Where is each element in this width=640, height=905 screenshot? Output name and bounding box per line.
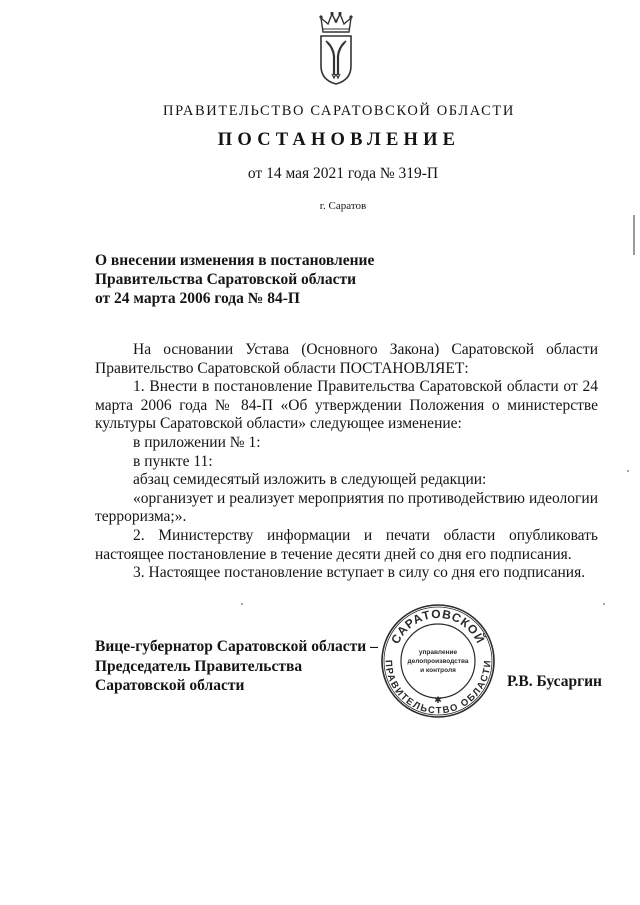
organization-name: ПРАВИТЕЛЬСТВО САРАТОВСКОЙ ОБЛАСТИ: [163, 103, 515, 119]
paragraph-appendix: в приложении № 1:: [133, 433, 261, 451]
paragraph-item-2: 2. Министерству информации и печати области опубликовать настоящее постановление в течение десяти дней со дня его подписания.: [95, 526, 598, 563]
position-line: Председатель Правительства: [95, 657, 303, 675]
document-type: ПОСТАНОВЛЕНИЕ: [217, 130, 461, 150]
signatory-position: [95, 637, 395, 696]
title-line: от 24 марта 2006 года № 84-П: [95, 290, 300, 307]
official-stamp: [380, 603, 496, 719]
document-city: г. Саратов: [319, 200, 367, 212]
coat-of-arms-emblem: [313, 10, 359, 86]
position-line: Саратовской области: [95, 677, 245, 694]
stamp-ring-top: САРАТОВСКОЙ: [388, 606, 488, 647]
position-line: Вице-губернатор Саратовской области –: [95, 638, 378, 655]
stamp-inner-line: и контроля: [420, 667, 456, 674]
paragraph-item-1: 1. Внести в постановление Правительства Саратовской области от 24 марта 2006 года № 84-П «Об утверждении Положения о министерстве культуры Саратовской области» следующее изменение:: [95, 378, 598, 433]
document-title: [95, 251, 425, 308]
signer-name: Р.В. Бусаргин: [507, 673, 602, 690]
stamp-inner-line: управление: [418, 649, 458, 656]
stamp-star-icon: ✱: [434, 696, 442, 706]
paragraph-basis: На основании Устава (Основного Закона) Саратовской области Правительство Саратовской области ПОСТАНОВЛЯЕТ:: [95, 341, 598, 377]
paragraph-item-3: 3. Настоящее постановление вступает в силу со дня его подписания.: [133, 564, 586, 582]
stamp-ring-bottom: ПРАВИТЕЛЬСТВО ОБЛАСТИ: [382, 659, 494, 717]
scan-speck: [603, 603, 605, 605]
paragraph-clause: в пункте 11:: [133, 452, 213, 470]
title-line: О внесении изменения в постановление: [95, 252, 375, 269]
document-date-number: от 14 мая 2021 года № 319-П: [247, 165, 439, 182]
document-body: [95, 341, 598, 583]
stamp-inner-line: делопроизводства: [407, 658, 469, 665]
paragraph-new-text: «организует и реализует мероприятия по противодействию идеологии терроризма;».: [95, 489, 598, 526]
svg-text:САРАТОВСКОЙ: [388, 607, 488, 646]
scan-edge-mark: [633, 215, 635, 255]
title-line: Правительства Саратовской области: [95, 271, 356, 288]
scan-speck: [241, 603, 243, 605]
paragraph-subclause: абзац семидесятый изложить в следующей редакции:: [133, 471, 487, 489]
scan-speck: [627, 470, 629, 472]
